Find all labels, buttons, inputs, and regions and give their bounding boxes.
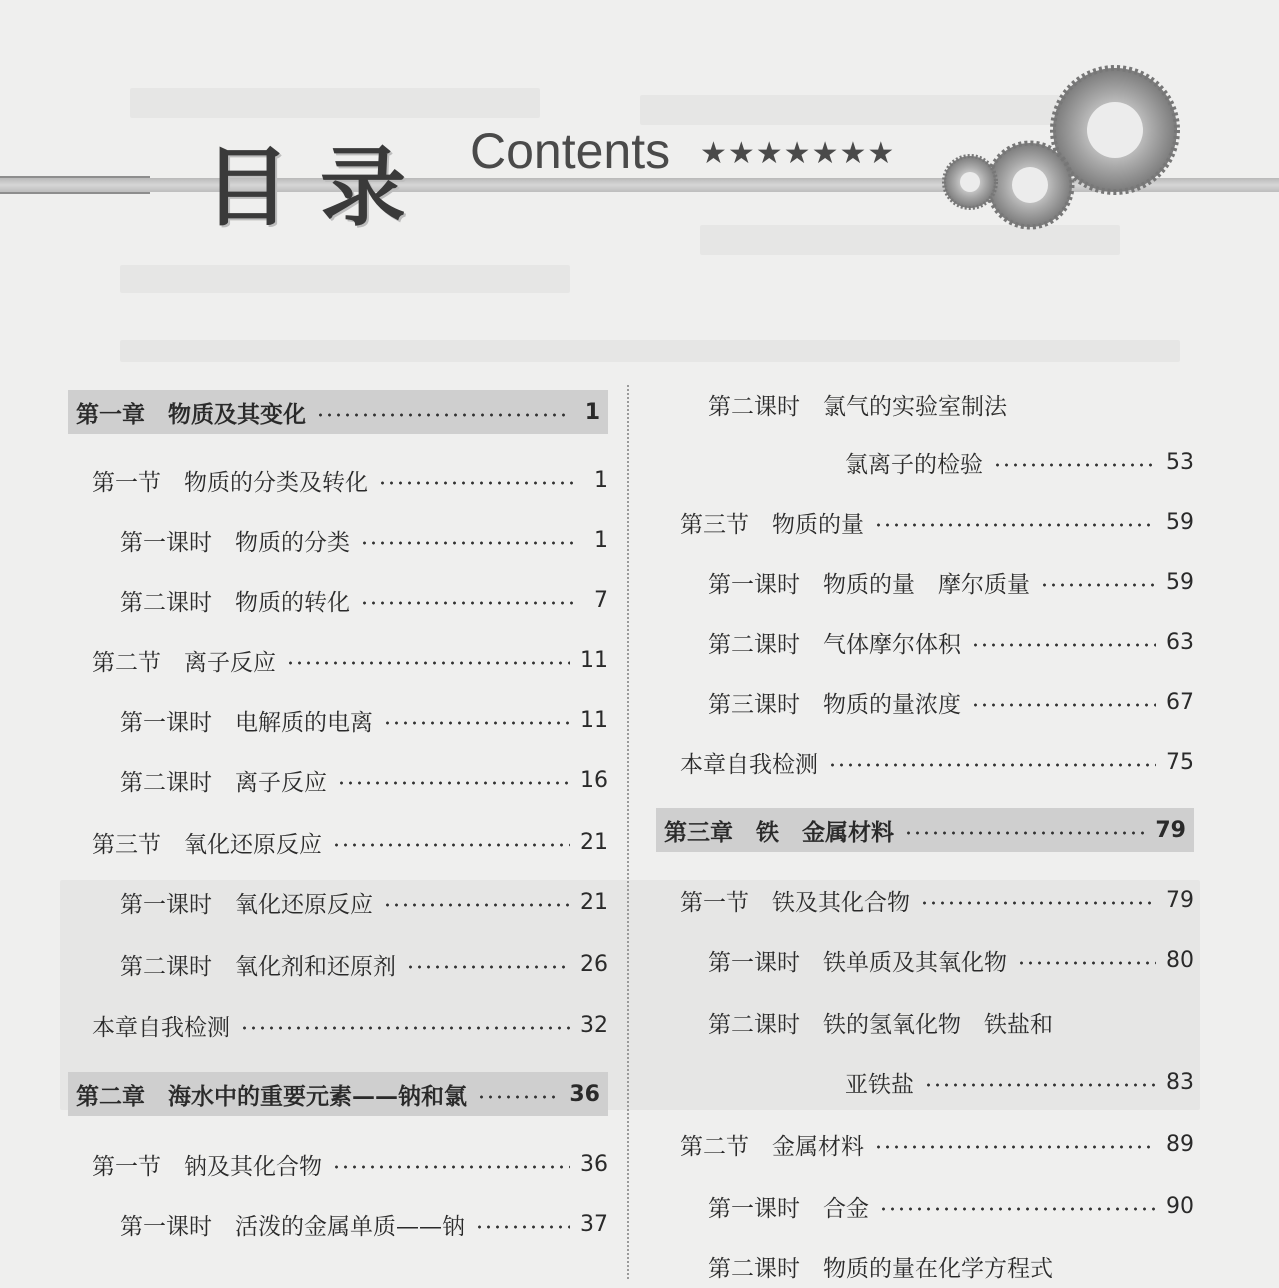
toc-entry-lesson [708,1244,1194,1288]
toc-entry-label: 第一节 物质的分类及转化 [92,469,368,496]
toc-page-number: 36 [569,1081,600,1107]
toc-page-number: 90 [1166,1193,1194,1219]
toc-entry-label: 第一章 物质及其变化 [76,400,306,428]
toc-entry-lesson [708,680,1194,724]
toc-entry-section [92,1142,608,1186]
toc-entry-section [680,500,1194,544]
toc-entry-chapter [68,1072,608,1116]
toc-entry-label: 第一课时 氧化还原反应 [120,891,373,918]
toc-entry-section [92,638,608,682]
gear-decoration-icon [930,60,1190,240]
toc-page-number: 89 [1166,1131,1194,1157]
toc-dot-leader [477,1095,559,1099]
toc-page-number: 36 [580,1151,608,1177]
toc-dot-leader [920,901,1156,905]
toc-page-number: 37 [580,1211,608,1237]
toc-dot-leader [1017,961,1156,965]
toc-page-number: 63 [1166,629,1194,655]
toc-entry-lesson [120,758,608,802]
toc-entry-label: 第三课时 物质的量浓度 [708,691,961,718]
toc-dot-leader [993,463,1156,467]
toc-dot-leader [1040,583,1156,587]
toc-entry-continuation [845,440,1194,484]
toc-entry-lesson [708,938,1194,982]
toc-entry-label: 第二课时 氯气的实验室制法 [708,393,1007,420]
toc-entry-lesson [120,942,608,986]
toc-entry-label: 第二课时 离子反应 [120,769,327,796]
toc-entry-label: 第一课时 电解质的电离 [120,709,373,736]
toc-dot-leader [406,965,570,969]
toc-entry-label: 第二课时 物质的转化 [120,589,350,616]
toc-entry-lesson [708,560,1194,604]
toc-page-number: 75 [1166,749,1194,775]
page-subtitle: Contents [470,123,671,179]
toc-entry-label: 氯离子的检验 [845,451,983,478]
toc-page-number: 59 [1166,569,1194,595]
page-title: 目录 [204,138,436,238]
toc-entry-label: 第二节 离子反应 [92,649,276,676]
toc-entry-section [92,458,608,502]
toc-dot-leader [286,661,570,665]
toc-page-number: 1 [584,399,600,425]
toc-entry-label: 亚铁盐 [845,1071,914,1098]
toc-entry-label: 第一课时 物质的量 摩尔质量 [708,571,1030,598]
toc-entry-label: 第三节 物质的量 [680,511,864,538]
toc-entry-label: 第一课时 铁单质及其氧化物 [708,949,1007,976]
toc-entry-section [680,1122,1194,1166]
toc-dot-leader [360,541,574,545]
toc-page-number: 80 [1166,947,1194,973]
toc-entry-label: 第三节 氧化还原反应 [92,831,322,858]
toc-entry-section [92,820,608,864]
toc-dot-leader [874,1145,1156,1149]
toc-page-number: 7 [594,587,608,613]
toc-entry-lesson [120,518,608,562]
toc-entry-lesson [708,1184,1194,1228]
toc-dot-leader [332,1165,570,1169]
toc-entry-label: 第二章 海水中的重要元素——钠和氯 [76,1082,467,1110]
toc-dot-leader [378,481,574,485]
toc-page-number: 1 [594,527,608,553]
toc-entry-lesson [708,1000,1194,1044]
toc-page-number: 26 [580,951,608,977]
toc-page-number: 11 [580,707,608,733]
toc-entry-label: 第一课时 物质的分类 [120,529,350,556]
toc-dot-leader [360,601,574,605]
toc-entry-label: 本章自我检测 [680,751,818,778]
toc-page-number: 1 [594,467,608,493]
toc-dot-leader [874,523,1156,527]
toc-dot-leader [332,843,570,847]
toc-entry-label: 第二课时 铁的氢氧化物 铁盐和 [708,1011,1053,1038]
toc-entry-label: 第二课时 物质的量在化学方程式 [708,1255,1053,1282]
toc-dot-leader [924,1083,1156,1087]
toc-entry-section [680,740,1194,784]
toc-entry-lesson [120,1202,608,1246]
toc-entry-lesson [120,880,608,924]
toc-page-number: 79 [1166,887,1194,913]
toc-page-number: 59 [1166,509,1194,535]
toc-dot-leader [337,781,570,785]
toc-entry-label: 第一课时 合金 [708,1195,869,1222]
toc-entry-label: 本章自我检测 [92,1014,230,1041]
toc-dot-leader [316,413,566,417]
toc-page-number: 53 [1166,449,1194,475]
toc-dot-leader [828,763,1156,767]
toc-dot-leader [879,1207,1156,1211]
toc-page-number: 83 [1166,1069,1194,1095]
toc-entry-lesson [708,382,1194,426]
toc-entry-lesson [120,578,608,622]
toc-entry-lesson [120,698,608,742]
toc-entry-continuation [845,1060,1194,1104]
toc-entry-section [680,878,1194,922]
toc-dot-leader [383,903,570,907]
toc-dot-leader [240,1026,570,1030]
toc-page-number: 21 [580,889,608,915]
toc-dot-leader [904,831,1145,835]
stars-decoration: ★★★★★★★ [700,136,896,171]
toc-entry-chapter [656,808,1194,852]
toc-page-number: 16 [580,767,608,793]
toc-entry-label: 第二课时 气体摩尔体积 [708,631,961,658]
toc-entry-label: 第三章 铁 金属材料 [664,818,894,846]
column-divider [627,385,629,1279]
toc-entry-label: 第二节 金属材料 [680,1133,864,1160]
toc-page-number: 21 [580,829,608,855]
toc-entry-label: 第一节 钠及其化合物 [92,1153,322,1180]
toc-entry-label: 第一节 铁及其化合物 [680,889,910,916]
toc-entry-label: 第二课时 氧化剂和还原剂 [120,953,396,980]
toc-page-number: 11 [580,647,608,673]
toc-page-number: 67 [1166,689,1194,715]
toc-dot-leader [971,703,1156,707]
toc-dot-leader [475,1225,570,1229]
toc-entry-chapter [68,390,608,434]
toc-page-number: 32 [580,1012,608,1038]
toc-entry-lesson [708,620,1194,664]
toc-entry-section [92,1003,608,1047]
toc-dot-leader [383,721,570,725]
toc-page-number: 79 [1155,817,1186,843]
toc-entry-label: 第一课时 活泼的金属单质——钠 [120,1213,465,1240]
toc-dot-leader [971,643,1156,647]
